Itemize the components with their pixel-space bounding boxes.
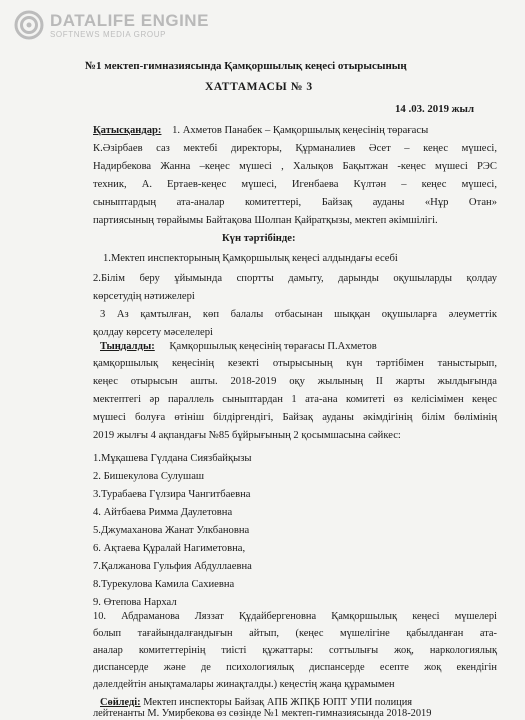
member-item: 2. Бишекулова Сулушаш bbox=[93, 471, 205, 482]
participants-label: Қатысқандар: bbox=[93, 125, 162, 136]
agenda-title: Күн тәртібінде: bbox=[222, 233, 296, 244]
document-title: №1 мектеп-гимназиясында Қамқоршылық кеңесі отырысының bbox=[85, 60, 407, 72]
participants-line-1: 1. Ахметов Панабек – Қамқоршылық кеңесінің төрағасы bbox=[172, 125, 429, 136]
member-item: 5.Джумаханова Жанат Улкбановна bbox=[93, 525, 250, 536]
agenda-item-2-line-1: 2.Білім беру ұйымында спортты дамыту, дарынды оқушыларды қолдау bbox=[93, 273, 497, 284]
member-10-line: дәлелдейтін анықтамалары жинақталды.) кеңестің жаңа құрамымен bbox=[93, 679, 395, 690]
member-10-line: диспансерде және де психологиялық диспансерде есепте жоқ екендігін bbox=[93, 662, 497, 673]
agenda-item-3-line-2: қолдау көрсету мәселелері bbox=[93, 327, 213, 338]
agenda-item-2-line-2: көрсетудің нәтижелері bbox=[93, 291, 195, 302]
watermark bbox=[14, 10, 209, 40]
member-item: 8.Турекулова Камила Сахиевна bbox=[93, 579, 235, 590]
protocol-heading: ХАТТАМАСЫ № 3 bbox=[205, 81, 313, 93]
watermark-title: DATALIFE ENGINE bbox=[50, 10, 209, 30]
participants-first-line bbox=[93, 124, 428, 137]
participants-line: сыныптардың ата-аналар комитеттері, Байзақ ауданы «Нұр Отан» bbox=[93, 197, 497, 208]
listened-label: Тыңдалды: bbox=[100, 341, 155, 352]
spoke-line-2-text: лейтенанты М. Умирбекова өз сөзінде №1 мектеп-гимназиясында 2018-2019 bbox=[93, 708, 432, 719]
member-10-line: 10. Абдраманова Ляззат Құдайбергеновна Қамқоршылық кеңесі мүшелері bbox=[93, 611, 497, 622]
listened-line: мектептегі әр параллель сыныптардан 1 ата-ана комитеті өз келісімімен кеңес bbox=[93, 394, 497, 405]
protocol-date: 14 .03. 2019 жыл bbox=[395, 103, 474, 115]
spoke-line-2 bbox=[93, 708, 431, 719]
spoke-line-1-text: Мектеп инспекторы Байзақ АПБ ЖПҚБ ЮПТ УПИ полиция bbox=[143, 697, 413, 708]
member-item: 3.Турабаева Гүлзира Чангитбаевна bbox=[93, 489, 251, 500]
spoke-line-1 bbox=[100, 697, 497, 708]
participants-line: Надирбекова Жанна –кеңес мүшесі , Халықов Бақытжан -кеңес мүшесі РЭС bbox=[93, 161, 497, 172]
member-item: 6. Ақтаева Құралай Нагиметовна, bbox=[93, 543, 246, 554]
member-item: 9. Өтепова Нархал bbox=[93, 597, 177, 608]
member-item: 1.Мұқашева Гүлдана Сиязбайқызы bbox=[93, 453, 252, 464]
listened-line: мүшесі болуға өтініш білдіргендігі, Байзақ ауданы әкімдігінің білім бөлімінің bbox=[93, 412, 497, 423]
member-10-line: аналар комитеттерінің тиісті құжаттары: соттылығы жоқ, наркологиялық bbox=[93, 645, 497, 656]
listened-first-line bbox=[100, 340, 497, 353]
agenda-item-1: 1.Мектеп инспекторының Қамқоршылық кеңесі алдындағы есебі bbox=[103, 253, 398, 264]
datalife-logo-icon bbox=[14, 10, 44, 40]
watermark-subtitle: SOFTNEWS MEDIA GROUP bbox=[50, 29, 167, 39]
participants-line: техник, А. Ертаев-кеңес мүшесі, Игенбаева Күлтән – кеңес мүшесі, bbox=[93, 179, 497, 190]
member-item: 4. Айтбаева Римма Даулетовна bbox=[93, 507, 233, 518]
listened-line: кеңес отырысын ашты. 2018-2019 оқу жылының II жарты жылдығында bbox=[93, 376, 497, 387]
agenda-item-3-line-1: 3 Аз қамтылған, көп балалы отбасынан шыққан оқушыларға әлеуметтік bbox=[100, 309, 497, 320]
listened-line-1: Қамқоршылық кеңесінің төрағасы П.Ахметов bbox=[169, 341, 377, 352]
participants-line: партиясының төрайымы Байтақова Шолпан Қайратқызы, мектеп әкімшілігі. bbox=[93, 215, 438, 226]
member-item: 7.Қалжанова Гульфия Абдуллаевна bbox=[93, 561, 252, 572]
participants-line: К.Әзірбаев саз мектебі директоры, Құрманалиев Әсет – кеңес мүшесі, bbox=[93, 143, 497, 154]
listened-line: қамқоршылық кеңесінің кезекті отырысының күн тәртібімен таныстырып, bbox=[93, 358, 497, 369]
member-10-line: болып тағайындалғандығын айтып, (кеңес мүшелігіне қабылданған ата- bbox=[93, 628, 497, 639]
spoke-heading: Сөйледі: bbox=[100, 697, 141, 708]
listened-line: 2019 жылғы 4 ақпандағы №85 бұйрығының 2 қосымшасына сәйкес: bbox=[93, 430, 401, 441]
